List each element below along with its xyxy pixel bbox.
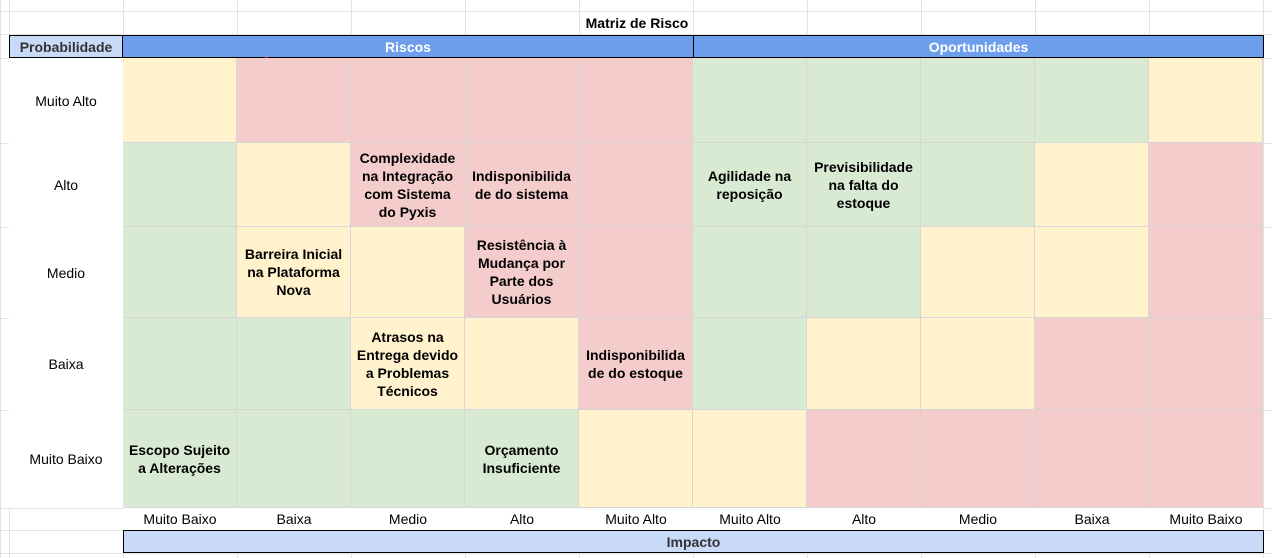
matrix-cell[interactable]	[1149, 410, 1263, 508]
matrix-cell[interactable]	[237, 318, 351, 410]
matrix-cell[interactable]	[123, 143, 237, 227]
matrix-cell[interactable]	[1035, 410, 1149, 508]
column-label[interactable]: Baixa	[237, 508, 351, 530]
matrix-cell[interactable]	[237, 410, 351, 508]
matrix-cell[interactable]: Indisponibilida de do estoque	[579, 318, 693, 410]
matrix-cell[interactable]	[351, 227, 465, 318]
matrix-cell[interactable]	[579, 410, 693, 508]
matrix-cell[interactable]	[123, 227, 237, 318]
matrix-cell[interactable]	[1149, 318, 1263, 410]
matrix-cell[interactable]	[1149, 143, 1263, 227]
column-label[interactable]: Alto	[807, 508, 921, 530]
column-label[interactable]: Medio	[351, 508, 465, 530]
row-label[interactable]: Baixa	[9, 318, 123, 410]
row-label[interactable]: Medio	[9, 227, 123, 318]
matrix-cell[interactable]	[807, 410, 921, 508]
matrix-cell[interactable]	[123, 58, 237, 143]
gridline	[1263, 0, 1264, 558]
matrix-cell[interactable]	[351, 58, 465, 143]
matrix-cell[interactable]	[579, 227, 693, 318]
matrix-cell[interactable]	[921, 143, 1035, 227]
row-label[interactable]: Muito Baixo	[9, 410, 123, 508]
matrix-cell[interactable]	[123, 318, 237, 410]
matrix-cell[interactable]	[237, 143, 351, 227]
matrix-cell[interactable]	[237, 58, 351, 143]
matrix-cell[interactable]	[579, 143, 693, 227]
column-label[interactable]: Muito Alto	[579, 508, 693, 530]
matrix-cell[interactable]: Complexidade na Integração com Sistema do Pyxis	[351, 143, 465, 227]
matrix-cell[interactable]	[351, 410, 465, 508]
matrix-cell[interactable]: Atrasos na Entrega devido a Problemas Técnicos	[351, 318, 465, 410]
matrix-cell[interactable]: Indisponibilida de do sistema	[465, 143, 579, 227]
matrix-cell[interactable]	[807, 318, 921, 410]
column-label[interactable]: Baixa	[1035, 508, 1149, 530]
matrix-cell[interactable]	[807, 227, 921, 318]
row-label[interactable]: Alto	[9, 143, 123, 227]
matrix-cell[interactable]	[1035, 318, 1149, 410]
matrix-cell[interactable]	[807, 58, 921, 143]
header-probabilidade[interactable]: Probabilidade	[9, 35, 123, 58]
header-impacto[interactable]: Impacto	[123, 530, 1264, 553]
matrix-cell[interactable]	[579, 58, 693, 143]
column-label[interactable]: Medio	[921, 508, 1035, 530]
matrix-cell[interactable]: Previsibilidade na falta do estoque	[807, 143, 921, 227]
matrix-cell[interactable]	[1149, 58, 1263, 143]
header-oportunidades[interactable]: Oportunidades	[693, 35, 1264, 58]
matrix-cell[interactable]	[921, 410, 1035, 508]
matrix-cell[interactable]	[921, 318, 1035, 410]
matrix-cell[interactable]	[921, 58, 1035, 143]
matrix-cell[interactable]	[693, 58, 807, 143]
matrix-cell[interactable]	[1035, 227, 1149, 318]
matrix-cell[interactable]	[1035, 58, 1149, 143]
matrix-cell[interactable]	[693, 318, 807, 410]
matrix-cell[interactable]	[465, 58, 579, 143]
matrix-cell[interactable]: Agilidade na reposição	[693, 143, 807, 227]
matrix-cell[interactable]: Resistência à Mudança por Parte dos Usuários	[465, 227, 579, 318]
matrix-cell[interactable]	[465, 318, 579, 410]
matrix-cell[interactable]	[693, 227, 807, 318]
matrix-cell[interactable]	[921, 227, 1035, 318]
row-label[interactable]: Muito Alto	[9, 58, 123, 143]
matrix-cell[interactable]: Orçamento Insuficiente	[465, 410, 579, 508]
matrix-cell[interactable]: Barreira Inicial na Plataforma Nova	[237, 227, 351, 318]
column-label[interactable]: Muito Alto	[693, 508, 807, 530]
gridline	[0, 553, 1272, 554]
column-label[interactable]: Muito Baixo	[1149, 508, 1263, 530]
matrix-cell[interactable]: Escopo Sujeito a Alterações	[123, 410, 237, 508]
matrix-cell[interactable]	[1035, 143, 1149, 227]
column-label[interactable]: Alto	[465, 508, 579, 530]
gridline	[0, 0, 1, 558]
page-title: Matriz de Risco	[585, 15, 689, 31]
matrix-cell[interactable]	[1149, 227, 1263, 318]
header-riscos[interactable]: Riscos	[123, 35, 694, 58]
matrix-cell[interactable]	[693, 410, 807, 508]
column-label[interactable]: Muito Baixo	[123, 508, 237, 530]
